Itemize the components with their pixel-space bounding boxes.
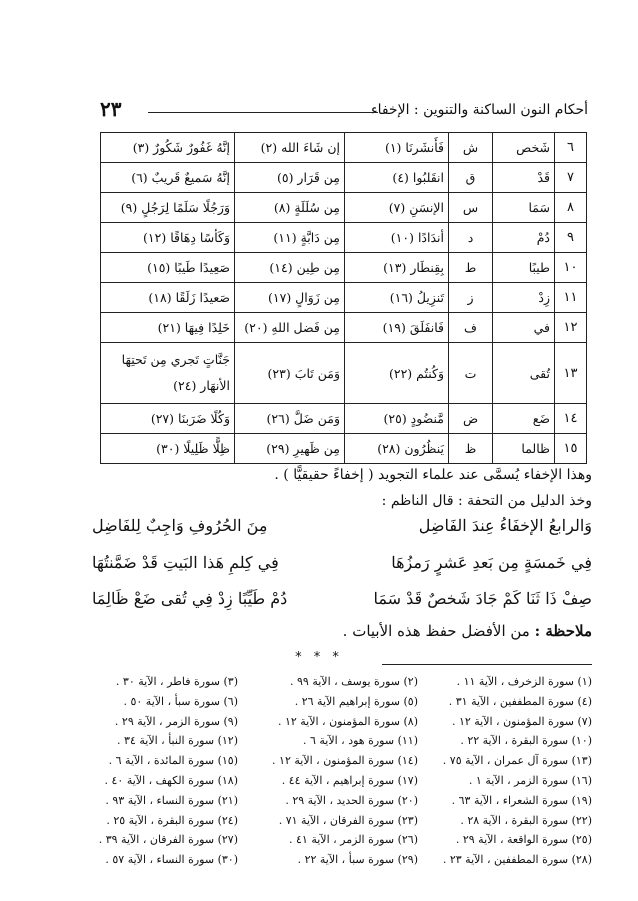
letter-keyword: دُمْ <box>493 223 555 253</box>
footnote: (١٤) سورة المؤمنون ، الآية ١٢ . <box>272 754 418 768</box>
footnote: (١) سورة الزخرف ، الآية ١١ . <box>456 675 592 688</box>
row-number: ١٠ <box>555 253 587 283</box>
example-tanween: إنَّهُ غَفُورٌ شَكُورٌ (٣) <box>101 133 235 163</box>
table-row <box>101 193 587 223</box>
example-tanween: صَعيدًا زَلَقًا (١٨) <box>101 283 235 313</box>
letter: ض <box>449 404 493 434</box>
footnote: (٦) سورة سبأ ، الآية ٥٠ . <box>123 694 238 708</box>
page-number: ٢٣ <box>100 97 122 121</box>
letter: ز <box>449 283 493 313</box>
footnote: (١٩) سورة الشعراء ، الآية ٦٣ . <box>451 793 592 807</box>
row-number: ١٥ <box>555 434 587 464</box>
ikhfa-letters-table <box>100 132 587 464</box>
footnote: (٣) سورة فاطر ، الآية ٣٠ . <box>115 675 238 688</box>
letter: د <box>449 223 493 253</box>
footnote: (٢٢) سورة البقرة ، الآية ٢٨ . <box>460 813 592 827</box>
letter: ظ <box>449 434 493 464</box>
row-number: ٩ <box>555 223 587 253</box>
example-word: بِقِنطَار (١٣) <box>345 253 449 283</box>
verse-2-right: فِي خَمسَةٍ مِن بَعدِ عَشرٍ رَمزُهَا <box>391 553 592 572</box>
letter-keyword: ظالما <box>493 434 555 464</box>
verse-3-right: صِفْ ذَا ثَنَا كَمْ جَادَ شَخصٌ قَدْ سَمَا <box>373 589 592 608</box>
footnote: (٣٠) سورة النساء ، الآية ٥٧ . <box>105 853 238 867</box>
footnote: (١٥) سورة المائدة ، الآية ٦ . <box>108 754 238 768</box>
footnote: (٢٨) سورة المطففين ، الآية ٢٣ . <box>442 853 592 867</box>
example-two-words: مِن سُلَلَةٍ (٨) <box>235 193 345 223</box>
example-two-words: مِن فَضل اللهِ (٢٠) <box>235 313 345 343</box>
table-row <box>101 434 587 464</box>
footnote: (٩) سورة الزمر ، الآية ٢٩ . <box>114 714 238 728</box>
example-word: فَأَنشَرنَا (١) <box>345 133 449 163</box>
footnote: (٢٣) سورة الفرقان ، الآية ٧١ . <box>278 813 418 827</box>
footnote: (٢) سورة يوسف ، الآية ٩٩ . <box>290 675 418 688</box>
table-row <box>101 163 587 193</box>
row-number: ١٣ <box>555 343 587 404</box>
row-number: ٦ <box>555 133 587 163</box>
footnote-rule <box>382 664 592 665</box>
row-number: ٧ <box>555 163 587 193</box>
page-header <box>100 97 588 122</box>
footnote: (١١) سورة هود ، الآية ٦ . <box>302 734 418 748</box>
footnote: (١٦) سورة الزمر ، الآية ١ . <box>468 774 592 787</box>
footnote: (١٧) سورة إبراهيم ، الآية ٤٤ . <box>281 774 418 787</box>
example-tanween: وَرَجُلًا سَلَمًا لِرَجُلٍ (٩) <box>101 193 235 223</box>
example-tanween: صَعِيدًا طَيبًا (١٥) <box>101 253 235 283</box>
table-row <box>101 223 587 253</box>
letter-keyword: سَمَا <box>493 193 555 223</box>
example-tanween: جَنَّاتٍ تَجري مِن تَحتِهَا الأنهَار (٢٤) <box>101 343 235 404</box>
example-word: أندَادًا (١٠) <box>345 223 449 253</box>
note-line <box>343 622 592 640</box>
verse-1-left: مِنَ الحُرُوفِ وَاجِبٌ لِلفَاضِل <box>92 516 268 535</box>
example-two-words: إن شَاءَ الله (٢) <box>235 133 345 163</box>
row-number: ١٢ <box>555 313 587 343</box>
letter: ش <box>449 133 493 163</box>
row-number: ١١ <box>555 283 587 313</box>
footnote: (٨) سورة المؤمنون ، الآية ١٢ . <box>277 714 418 728</box>
example-two-words: مِن دَابَّةٍ (١١) <box>235 223 345 253</box>
verse-1-right: وَالرابعُ الإخفَاءُ عِندَ الفَاضِل <box>418 516 592 535</box>
example-tanween: إنَّهُ سَميعٌ قَريبٌ (٦) <box>101 163 235 193</box>
table-row <box>101 133 587 163</box>
row-number: ٨ <box>555 193 587 223</box>
letter-keyword: طيبًا <box>493 253 555 283</box>
table-row <box>101 313 587 343</box>
example-two-words: وَمَن ضَلَّ (٢٦) <box>235 404 345 434</box>
letter-keyword: ضَع <box>493 404 555 434</box>
letter: ط <box>449 253 493 283</box>
letter-keyword: زِدْ <box>493 283 555 313</box>
table-row <box>101 253 587 283</box>
verse-3-left: دُمْ طَيِّبًا زِدْ فِي تُقى ضَعْ ظَالِمَا <box>92 589 288 608</box>
footnote: (٢٦) سورة الزمر ، الآية ٤١ . <box>289 833 418 847</box>
example-word: يَنظُرُون (٢٨) <box>345 434 449 464</box>
footnote: (١٢) سورة النبأ ، الآية ٣٤ . <box>117 734 238 748</box>
note-label: ملاحظة : <box>534 622 592 640</box>
example-tanween: ظِلًّا ظَلِيلًا (٣٠) <box>101 434 235 464</box>
example-word: وَكُنتُم (٢٢) <box>345 343 449 404</box>
letter-keyword: تُقى <box>493 343 555 404</box>
footnote: (٢٤) سورة البقرة ، الآية ٢٥ . <box>106 813 238 827</box>
footnote: (١٠) سورة البقرة ، الآية ٢٢ . <box>460 734 592 748</box>
body-line-2: وخذ الدليل من التحفة : قال الناظم : <box>381 493 592 509</box>
example-word: مَّنضُودٍ (٢٥) <box>345 404 449 434</box>
footnote: (٢١) سورة النساء ، الآية ٩٣ . <box>105 793 238 807</box>
letter-keyword: قَدْ <box>493 163 555 193</box>
letter: ق <box>449 163 493 193</box>
verse-2-left: فِي كِلمِ هَذا البَيتِ قَدْ ضَمَّنتُهَا <box>92 553 279 572</box>
example-word: انقَلبُوا (٤) <box>345 163 449 193</box>
footnote: (٢٠) سورة الحديد ، الآية ٢٩ . <box>285 793 418 807</box>
running-title: أحكام النون الساكنة والتنوين : الإخفاء <box>371 102 588 118</box>
example-two-words: مِن طِين (١٤) <box>235 253 345 283</box>
letter-keyword: في <box>493 313 555 343</box>
example-word: فَانفَلَقَ (١٩) <box>345 313 449 343</box>
letter-keyword: شَخص <box>493 133 555 163</box>
example-two-words: مِن زَوَالٍ (١٧) <box>235 283 345 313</box>
footnote: (٧) سورة المؤمنون ، الآية ١٢ . <box>451 714 592 728</box>
footnote: (١٨) سورة الكهف ، الآية ٤٠ . <box>104 774 238 787</box>
row-number: ١٤ <box>555 404 587 434</box>
footnote: (٥) سورة إبراهيم الآية ٢٦ . <box>294 694 418 708</box>
letter: ف <box>449 313 493 343</box>
table-row <box>101 343 587 404</box>
example-two-words: وَمَن تَابَ (٢٣) <box>235 343 345 404</box>
example-tanween: وَكَأسًا دِهَاقًا (١٢) <box>101 223 235 253</box>
footnote: (٤) سورة المطففين ، الآية ٣١ . <box>448 694 592 708</box>
header-rule <box>148 112 378 113</box>
footnote: (٢٩) سورة سبأ ، الآية ٢٢ . <box>297 853 418 867</box>
table-row <box>101 283 587 313</box>
separator-stars: * * * <box>295 650 343 665</box>
letter: س <box>449 193 493 223</box>
footnote: (٢٧) سورة الفرقان ، الآية ٣٩ . <box>98 833 238 847</box>
footnote: (١٣) سورة آل عمران ، الآية ٧٥ . <box>442 754 592 768</box>
example-two-words: مِن قَرَار (٥) <box>235 163 345 193</box>
example-word: الإنسَنِ (٧) <box>345 193 449 223</box>
note-text: من الأفضل حفظ هذه الأبيات . <box>342 622 530 640</box>
letter: ت <box>449 343 493 404</box>
example-tanween: وَكُلًا ضَرَبنَا (٢٧) <box>101 404 235 434</box>
example-two-words: مِن ظَهيرِ (٢٩) <box>235 434 345 464</box>
example-word: تَنزِيلُ (١٦) <box>345 283 449 313</box>
table-row <box>101 404 587 434</box>
body-line-1: وهذا الإخفاء يُسمَّى عند علماء التجويد ( إخفاءً حقيقيًّا ) . <box>274 467 592 483</box>
footnote: (٢٥) سورة الواقعة ، الآية ٢٩ . <box>455 833 592 847</box>
example-tanween: خَلِدًا فِيهَا (٢١) <box>101 313 235 343</box>
